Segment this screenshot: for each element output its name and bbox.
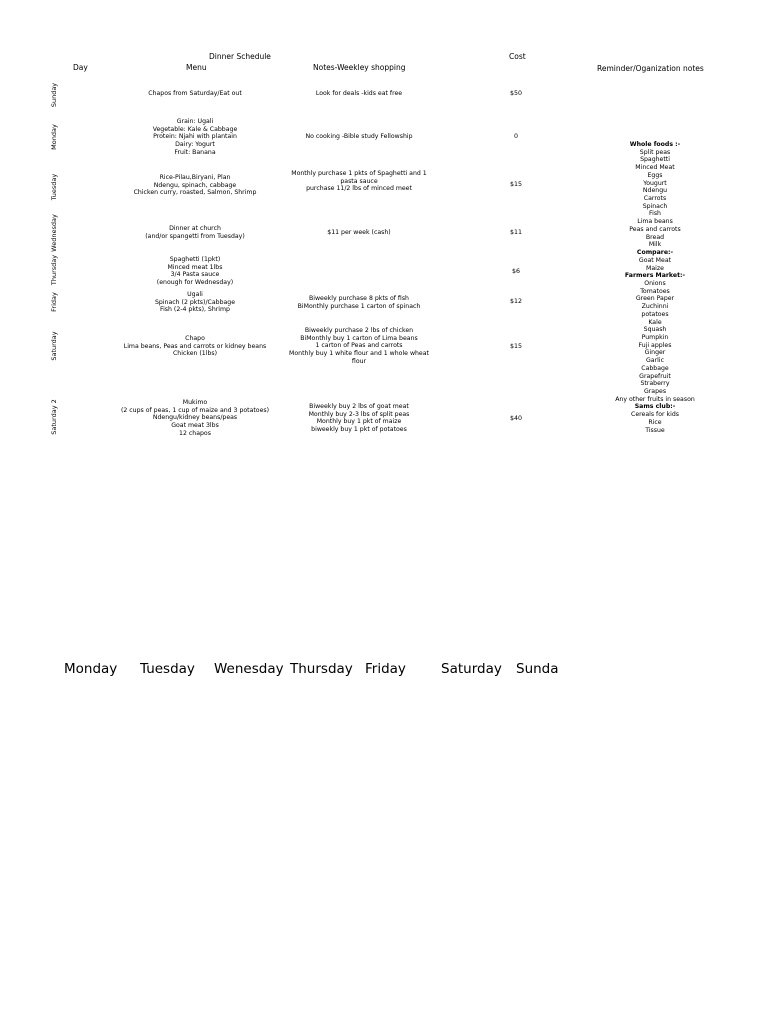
- cost-cell: $50: [509, 90, 523, 97]
- reminder-heading: Compare:-: [636, 249, 674, 257]
- notes-cell: [264, 90, 454, 98]
- reminder-item: Any other fruits in season: [615, 395, 695, 403]
- reminder-item: Minced Meat: [635, 164, 675, 172]
- menu-line: (and/or spangetti from Tuesday): [145, 232, 245, 240]
- menu-line: Dinner at church: [169, 225, 221, 232]
- weekday-label: Tuesday: [140, 661, 195, 677]
- menu-line: Ndengu/kidney beans/peas: [152, 414, 238, 422]
- reminder-heading: Farmers Market:-: [624, 272, 686, 280]
- menu-line: Fish (2-4 pkts), Shrimp: [159, 306, 230, 314]
- reminder-heading: Whole foods :-: [629, 141, 681, 148]
- menu-line: Goat meat 3lbs: [171, 422, 219, 430]
- reminder-item: Kale: [648, 318, 662, 326]
- notes-line: 1 carton of Peas and carrots: [315, 342, 403, 350]
- reminder-item: Tissue: [645, 426, 665, 434]
- reminder-item: Yougurt: [643, 179, 667, 187]
- menu-line: Mukimo: [182, 399, 208, 406]
- notes-line: Biweekly purchase 2 lbs of chicken: [304, 327, 414, 334]
- reminder-item: Grapefruit: [639, 372, 671, 380]
- menu-line: Spinach (2 pkts)/Cabbage: [154, 298, 236, 306]
- reminder-item: Milk: [648, 241, 662, 249]
- menu-line: Minced meat 1lbs: [167, 263, 223, 271]
- cost-cell: $11: [509, 229, 523, 236]
- cost-cell: $6: [511, 268, 520, 275]
- reminder-item: Squash: [643, 326, 667, 334]
- day-label: Saturday: [50, 331, 58, 361]
- header-notes: Notes-Weekley shopping: [313, 63, 406, 72]
- menu-line: 3/4 Pasta sauce: [170, 271, 220, 279]
- notes-cell: [264, 403, 454, 434]
- reminder-item: Carrots: [643, 195, 667, 203]
- menu-line: Chapos from Saturday/Eat out: [148, 90, 242, 97]
- day-label: Thursday: [50, 254, 58, 286]
- menu-line: Chicken (1lbs): [172, 350, 218, 358]
- notes-cell: [264, 295, 454, 310]
- reminder-item: Zuchinni: [641, 303, 669, 311]
- cost-cell: $12: [509, 298, 523, 305]
- menu-line: Fruit: Banana: [174, 148, 216, 156]
- notes-line: BiMonthly buy 1 carton of Lima beans: [300, 334, 418, 342]
- weekday-label: Saturday: [441, 661, 502, 677]
- day-label: Friday: [50, 292, 58, 312]
- menu-cell: [90, 256, 300, 287]
- weekday-label: Wenesday: [214, 661, 284, 677]
- reminder-item: Tomatoes: [640, 287, 670, 295]
- notes-cell: [264, 229, 454, 237]
- cost-cell: $15: [509, 343, 523, 350]
- notes-line: Monthly buy 2-3 lbs of split peas: [308, 410, 410, 418]
- cost-cell: $15: [509, 181, 523, 188]
- menu-line: Lima beans, Peas and carrots or kidney beans: [123, 342, 267, 350]
- day-label: Saturday 2: [50, 399, 58, 435]
- reminder-item: Onions: [644, 279, 666, 287]
- menu-line: Grain: Ugali: [176, 118, 214, 125]
- notes-line: Monthly purchase 1 pkts of Spaghetti and 1: [291, 170, 427, 177]
- notes-line: flour: [351, 357, 367, 365]
- notes-line: purchase 11/2 lbs of minced meet: [306, 185, 412, 193]
- reminder-item: Fuji apples: [638, 341, 672, 349]
- reminder-item: Fish: [649, 210, 661, 218]
- weekday-label: Friday: [365, 661, 406, 677]
- reminder-item: Split peas: [639, 148, 671, 156]
- notes-line: Biweekly buy 2 lbs of goat meat: [309, 403, 409, 410]
- header-day: Day: [73, 63, 88, 72]
- notes-line: Look for deals -kids eat free: [315, 90, 403, 97]
- cost-cell: 0: [513, 133, 518, 140]
- notes-cell: [264, 133, 454, 141]
- menu-line: (enough for Wednesday): [156, 279, 234, 287]
- notes-cell: [264, 170, 454, 193]
- menu-line: Chicken curry, roasted, Salmon, Shrimp: [133, 189, 257, 197]
- weekday-label: Monday: [64, 661, 118, 677]
- reminder-item: Bread: [645, 233, 665, 241]
- menu-line: Spaghetti (1pkt): [169, 256, 221, 263]
- reminder-item: Maize: [646, 264, 664, 272]
- reminder-item: Green Paper: [635, 295, 675, 303]
- header-cost: Cost: [509, 52, 526, 61]
- schedule-title: Dinner Schedule: [209, 52, 271, 61]
- menu-line: (2 cups of peas, 1 cup of maize and 3 potatoes): [120, 406, 270, 414]
- reminder-item: Peas and carrots: [629, 225, 681, 233]
- menu-line: 12 chapos: [179, 429, 211, 437]
- notes-line: BiMonthly purchase 1 carton of spinach: [297, 302, 421, 310]
- notes-cell: [264, 327, 454, 366]
- reminder-item: Cereals for kids: [631, 411, 679, 419]
- menu-line: Rice-Pilau,Biryani, Plan: [159, 174, 231, 181]
- reminder-list: [600, 141, 710, 434]
- menu-line: Protein: Njahi with plantain: [153, 133, 237, 141]
- notes-line: Monthly buy 1 white flour and 1 whole wheat: [289, 350, 429, 358]
- reminder-item: Grapes: [643, 388, 667, 395]
- menu-line: Ugali: [187, 291, 203, 298]
- day-label: Wednesday: [50, 214, 58, 252]
- reminder-item: potatoes: [641, 310, 669, 318]
- reminder-item: Goat Meat: [638, 256, 672, 264]
- reminder-item: Ginger: [644, 349, 666, 357]
- reminder-item: Pumpkin: [641, 333, 669, 341]
- notes-line: Monthly buy 1 pkt of maize: [316, 418, 402, 426]
- day-label: Sunday: [50, 82, 58, 108]
- reminder-item: Lima beans: [637, 218, 673, 226]
- reminder-item: Ndengu: [642, 187, 668, 195]
- notes-line: pasta sauce: [340, 177, 378, 185]
- menu-line: Vegetable: Kale & Cabbage: [152, 125, 238, 133]
- notes-line: biweekly buy 1 pkt of potatoes: [311, 426, 407, 434]
- header-menu: Menu: [186, 63, 207, 72]
- reminder-heading: Sams club:-: [634, 403, 676, 411]
- header-reminder: Reminder/Oganization notes: [597, 64, 704, 73]
- reminder-item: Straberry: [640, 380, 670, 388]
- reminder-item: Garlic: [646, 357, 664, 365]
- notes-line: No cooking -Bible study Fellowship: [305, 133, 413, 140]
- reminder-item: Rice: [648, 418, 662, 426]
- menu-line: Dairy: Yogurt: [175, 141, 215, 149]
- weekday-label: Thursday: [290, 661, 353, 677]
- notes-line: Biweekly purchase 8 pkts of fish: [309, 295, 409, 302]
- day-label: Monday: [50, 124, 58, 150]
- weekday-label: Sunda: [516, 661, 559, 677]
- menu-line: Chapo: [185, 335, 205, 342]
- day-label: Tuesday: [50, 173, 58, 201]
- notes-line: $11 per week (cash): [327, 229, 391, 236]
- reminder-item: Spaghetti: [640, 156, 670, 164]
- reminder-item: Eggs: [647, 171, 663, 179]
- menu-line: Ndengu, spinach, cabbage: [153, 181, 237, 189]
- cost-cell: $40: [509, 415, 523, 422]
- reminder-item: Spinach: [642, 202, 668, 210]
- reminder-item: Cabbage: [641, 364, 669, 372]
